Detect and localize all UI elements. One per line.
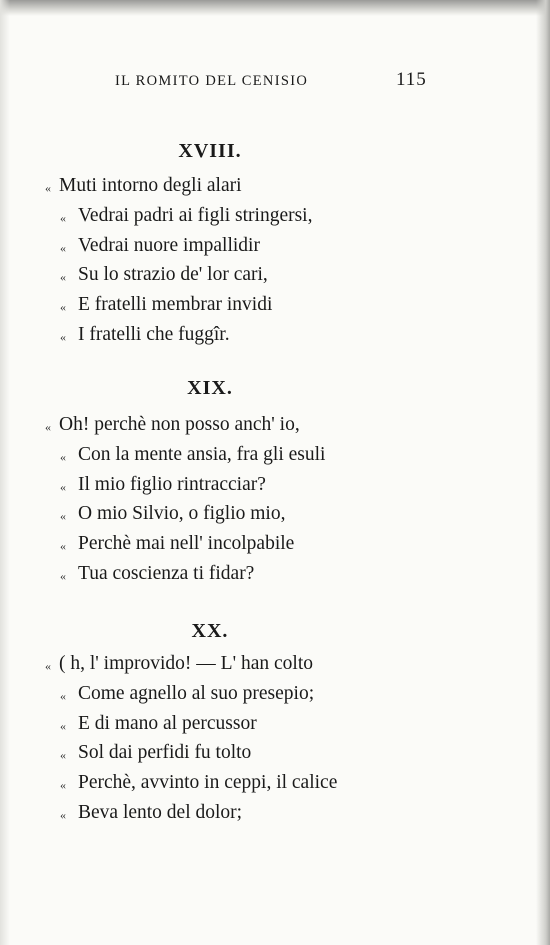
guillemet-mark: «: [60, 748, 66, 763]
verse-text: Come agnello al suo presepio;: [78, 682, 315, 704]
verse-text: ( h, l' improvido! — L' han colto: [59, 653, 313, 674]
guillemet-mark: «: [60, 329, 66, 344]
verse-line: [0, 205, 550, 235]
stanza-heading: XVIII.: [178, 140, 242, 162]
verse-line: [0, 175, 550, 205]
stanza-heading: XX.: [191, 620, 229, 642]
verse-line: [0, 772, 550, 802]
verse-text: E fratelli membrar invidi: [78, 294, 273, 316]
guillemet-mark: «: [60, 568, 66, 583]
verse-line: [0, 294, 550, 324]
verse-text: E di mano al percussor: [78, 712, 257, 734]
verse-text: Muti intorno degli alari: [59, 175, 242, 196]
verse-text: Vedrai padri ai figli stringersi,: [78, 204, 313, 226]
running-head: IL ROMITO DEL CENISIO: [115, 73, 309, 89]
guillemet-mark: «: [60, 240, 66, 255]
guillemet-mark: «: [60, 509, 66, 524]
verse-text: O mio Silvio, o figlio mio,: [78, 503, 286, 525]
verse-text: Il mio figlio rintracciar?: [78, 473, 266, 495]
verse-text: Vedrai nuore impallidir: [78, 234, 260, 256]
verse-line: [0, 414, 550, 444]
verse-text: Tua coscienza ti fidar?: [78, 562, 255, 584]
guillemet-mark: «: [60, 449, 66, 464]
verse-line: [0, 474, 550, 504]
verse-text: Beva lento del dolor;: [78, 801, 243, 823]
guillemet-mark: «: [45, 659, 51, 673]
verse-line: [0, 533, 550, 563]
guillemet-mark: «: [60, 270, 66, 285]
guillemet-mark: «: [60, 778, 66, 793]
verse-text: Su lo strazio de' lor cari,: [78, 264, 268, 286]
page-number: 115: [396, 69, 427, 90]
guillemet-mark: «: [60, 539, 66, 554]
stanza: [0, 653, 550, 832]
verse-line: [0, 503, 550, 533]
page-top-edge: [0, 0, 550, 16]
verse-line: [0, 683, 550, 713]
guillemet-mark: «: [45, 181, 51, 195]
guillemet-mark: «: [60, 300, 66, 315]
verse-text: I fratelli che fuggîr.: [78, 323, 230, 345]
guillemet-mark: «: [60, 718, 66, 733]
guillemet-mark: «: [60, 807, 66, 822]
verse-text: Oh! perchè non posso anch' io,: [59, 414, 300, 435]
verse-text: Perchè, avvinto in ceppi, il calice: [78, 772, 338, 794]
verse-line: [0, 324, 550, 354]
guillemet-mark: «: [45, 420, 51, 434]
verse-line: [0, 444, 550, 474]
verse-line: [0, 653, 550, 683]
guillemet-mark: «: [60, 479, 66, 494]
verse-line: [0, 264, 550, 294]
verse-text: Perchè mai nell' incolpabile: [78, 533, 295, 555]
verse-text: Sol dai perfidi fu tolto: [78, 742, 252, 764]
verse-line: [0, 235, 550, 265]
guillemet-mark: «: [60, 688, 66, 703]
verse-line: [0, 713, 550, 743]
stanza: [0, 414, 550, 593]
verse-line: [0, 563, 550, 593]
stanza-heading: XIX.: [187, 377, 233, 399]
verse-line: [0, 802, 550, 832]
verse-text: Con la mente ansia, fra gli esuli: [78, 443, 326, 465]
stanza: [0, 175, 550, 354]
verse-line: [0, 742, 550, 772]
guillemet-mark: «: [60, 210, 66, 225]
